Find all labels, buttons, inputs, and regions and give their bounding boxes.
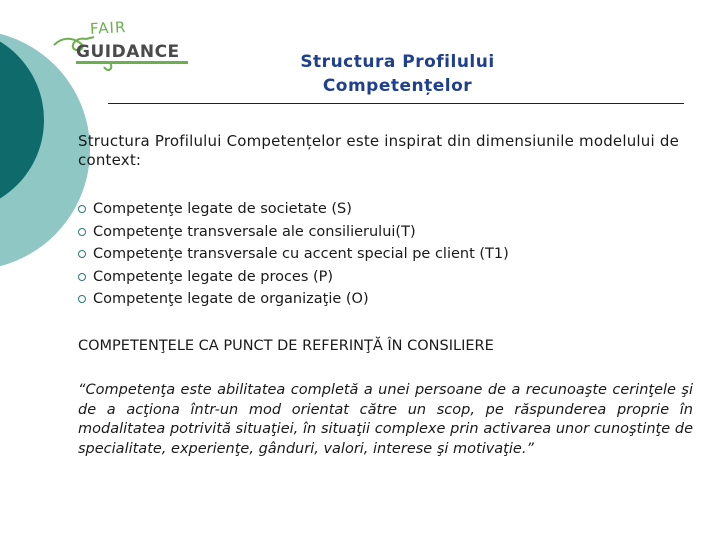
circle-bullet-icon — [78, 228, 86, 236]
list-item — [78, 243, 509, 266]
list-item-text: Competenţe transversale cu accent special pe client (T1) — [93, 246, 509, 262]
page-title-line1: Structura Profilului — [300, 52, 495, 72]
circle-bullet-icon — [78, 205, 86, 213]
list-item-text: Competenţe legate de proces (P) — [93, 268, 334, 285]
definition-quote: “Competenţa este abilitatea completă a unei persoane de a recunoaşte cerinţele şi de a acţiona într-un mod orientat către un scop, pe răspunderea proprie în modalitatea potrivită situaţiei, în situaţii complexe prin activarea unor cunoştinţe de specialitate, experienţe, gânduri, valori, interese şi motivaţie.” — [78, 382, 693, 457]
page-title — [270, 50, 525, 98]
list-item-text: Competenţe legate de societate (S) — [93, 201, 352, 217]
logo-fair-text: FAIR — [89, 18, 127, 38]
list-item — [78, 266, 509, 289]
list-item-text: Competenţe legate de organizaţie (O) — [93, 291, 369, 307]
intro-paragraph: Structura Profilului Competențelor este inspirat din dimensiunile modelului de context: — [78, 132, 679, 169]
competence-list — [78, 198, 509, 311]
list-item-text: Competenţe transversale ale consilierului(T) — [93, 223, 416, 240]
title-divider — [108, 103, 684, 104]
fair-guidance-logo — [50, 15, 210, 77]
page-title-line2: Competențelor — [322, 76, 473, 96]
circle-bullet-icon — [78, 250, 86, 258]
list-item — [78, 288, 509, 311]
section-heading: COMPETENŢELE CA PUNCT DE REFERINŢĂ ÎN CONSILIERE — [78, 338, 494, 354]
circle-bullet-icon — [78, 295, 86, 303]
list-item — [78, 198, 509, 221]
logo-guidance-text: GUIDANCE — [76, 42, 180, 62]
list-item — [78, 221, 509, 244]
circle-bullet-icon — [78, 273, 86, 281]
